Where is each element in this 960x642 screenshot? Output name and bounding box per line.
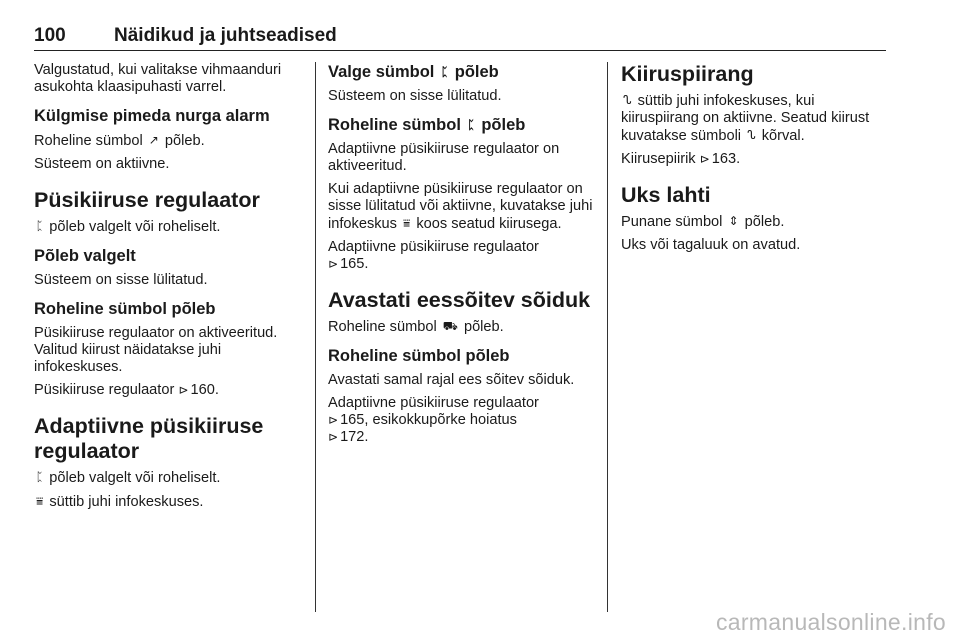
column-left bbox=[34, 62, 304, 610]
blind-spot-text: Roheline sümbol ↗ põleb. bbox=[34, 133, 205, 149]
white-symbol-text: Süsteem on sisse lülitatud. bbox=[328, 88, 502, 104]
heading-cruise-control: Püsikiiruse regulaator bbox=[34, 188, 260, 212]
reference-arrow-icon: ⊳ bbox=[328, 413, 339, 427]
adaptive-ref-2: Adaptiivne püsikiiruse regulaator ⊳ 165, esikokkupõrke hoiatus ⊳ 172. bbox=[328, 395, 539, 445]
speed-limit-text: ᔐ süttib juhi infokeskuses, kui kiiruspiirang on aktiivne. Seatud kiirust kuvatakse sümboli ᔐ kõrval. bbox=[621, 93, 870, 144]
heading-white-symbol: Valge sümbol ᛈ põleb bbox=[328, 63, 499, 81]
adaptive-text-a: ᛈ põleb valgelt või roheliselt. bbox=[36, 470, 221, 486]
heading-green-symbol: Roheline sümbol ᛈ põleb bbox=[328, 116, 526, 134]
page-number: 100 bbox=[34, 25, 66, 46]
column-middle bbox=[328, 62, 596, 610]
reference-arrow-icon: ⊳ bbox=[328, 257, 339, 271]
speed-limiter-icon: ᔐ bbox=[623, 93, 632, 107]
door-text-b: Uks või tagaluuk on avatud. bbox=[621, 237, 801, 253]
column-divider bbox=[607, 62, 608, 612]
heading-adaptive-cruise: Adaptiivne püsikiiruse regulaator bbox=[34, 414, 264, 463]
reference-arrow-icon: ⊳ bbox=[328, 430, 339, 444]
heading-green-2: Roheline sümbol põleb bbox=[328, 347, 510, 365]
heading-door-open: Uks lahti bbox=[621, 183, 711, 207]
cruise-control-icon: ᛈ bbox=[36, 219, 44, 233]
speed-limit-ref: Kiirusepiirik ⊳ 163. bbox=[621, 151, 741, 167]
blind-spot-icon: ↗ bbox=[148, 133, 159, 147]
reference-arrow-icon: ⊳ bbox=[699, 152, 710, 166]
page-link[interactable]: 163. bbox=[711, 151, 741, 167]
watermark: carmanualsonline.info bbox=[715, 609, 946, 635]
intro-text: Valgustatud, kui valitakse vihmaanduri asukohta klaasipuhasti varrel. bbox=[34, 62, 282, 95]
cruise-control-icon: ᛈ bbox=[36, 470, 44, 484]
cruise-control-icon: ᛈ bbox=[467, 118, 475, 132]
driver-display-icon: ⩸ bbox=[403, 216, 411, 230]
door-open-icon: ⇕ bbox=[728, 214, 739, 228]
green2-text: Avastati samal rajal ees sõitev sõiduk. bbox=[328, 372, 575, 388]
page-link[interactable]: 165, esikokkupõrke hoiatus bbox=[340, 412, 517, 428]
page-header bbox=[34, 22, 886, 51]
adaptive-text-b: ⩸ süttib juhi infokeskuses. bbox=[36, 494, 204, 510]
adaptive-ref: Adaptiivne püsikiiruse regulaator ⊳ 165. bbox=[328, 239, 539, 272]
heading-green: Roheline sümbol põleb bbox=[34, 300, 216, 318]
heading-vehicle-ahead: Avastati eessõitev sõiduk bbox=[328, 288, 591, 312]
cruise-ref: Püsikiiruse regulaator ⊳ 160. bbox=[34, 382, 219, 398]
column-divider bbox=[315, 62, 316, 612]
column-right bbox=[621, 62, 886, 610]
green-symbol-text-a: Adaptiivne püsikiiruse regulaator on aktiveeritud. bbox=[328, 141, 560, 174]
door-text: Punane sümbol ⇕ põleb. bbox=[621, 214, 785, 230]
chapter-title: Näidikud ja juhtseadised bbox=[114, 25, 337, 46]
heading-blind-spot: Külgmise pimeda nurga alarm bbox=[34, 107, 270, 125]
cruise-text: ᛈ põleb valgelt või roheliselt. bbox=[36, 219, 221, 235]
green-text: Püsikiiruse regulaator on aktiveeritud. Valitud kiirust näidatakse juhi infokeskuses. bbox=[34, 325, 278, 375]
blind-spot-active-text: Süsteem on aktiivne. bbox=[34, 156, 170, 172]
vehicle-icon: ⛟ bbox=[442, 319, 458, 333]
white-text: Süsteem on sisse lülitatud. bbox=[34, 272, 208, 288]
driver-display-icon: ⩸ bbox=[36, 494, 44, 508]
page-link[interactable]: 172. bbox=[340, 429, 369, 445]
speed-limiter-icon: ᔐ bbox=[747, 128, 756, 142]
cruise-control-icon: ᛈ bbox=[440, 65, 449, 79]
green-symbol-text-b: Kui adaptiivne püsikiiruse regulaator on sisse lülitatud või aktiivne, kuvatakse juhi infokeskus ⩸ koos seatud kiirusega. bbox=[328, 181, 593, 232]
heading-speed-limit: Kiiruspiirang bbox=[621, 62, 754, 86]
page-link[interactable]: 165. bbox=[340, 256, 369, 272]
page-link[interactable]: 160. bbox=[190, 382, 219, 398]
reference-arrow-icon: ⊳ bbox=[178, 383, 189, 397]
vehicle-text: Roheline sümbol ⛟ põleb. bbox=[328, 319, 504, 335]
heading-white: Põleb valgelt bbox=[34, 247, 136, 265]
